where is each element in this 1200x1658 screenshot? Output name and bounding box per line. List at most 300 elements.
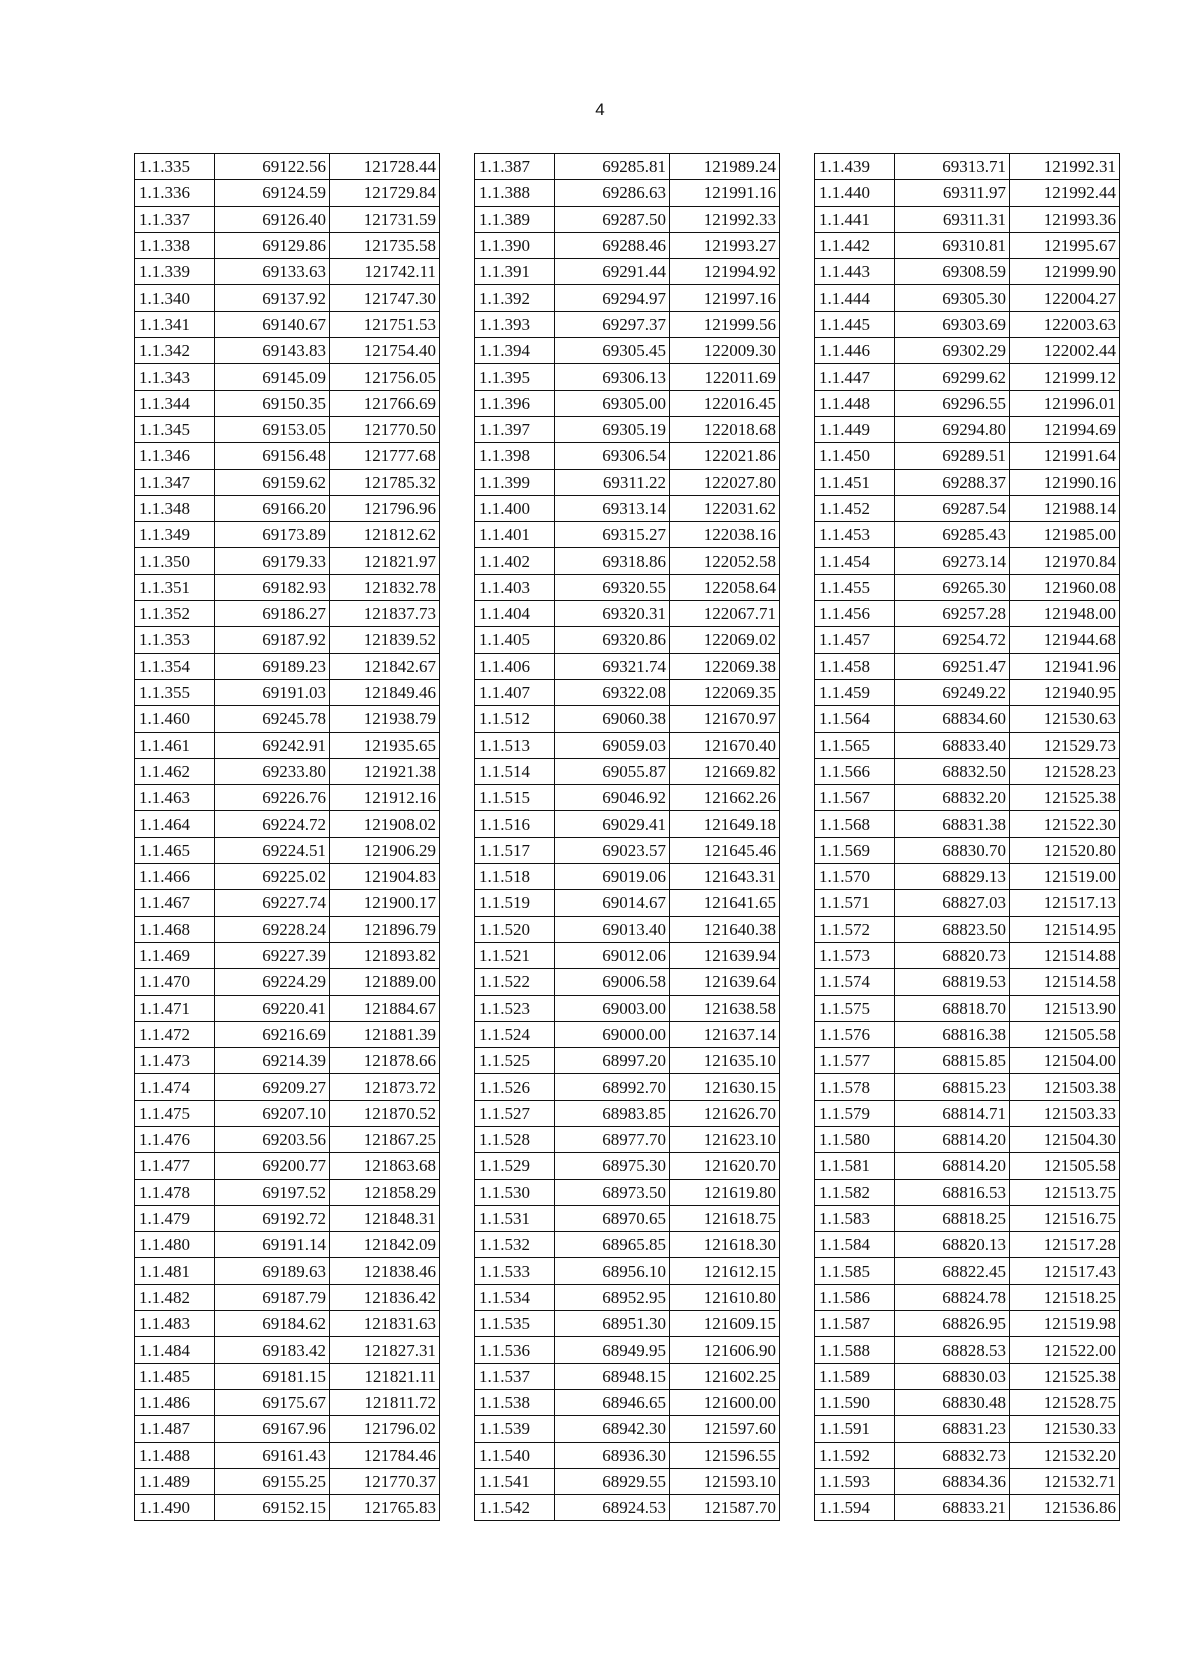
table-row [135,1048,440,1074]
y-coordinate-cell: 121821.11 [330,1363,440,1389]
table-row [815,416,1120,442]
y-coordinate-cell: 121944.68 [1010,627,1120,653]
y-coordinate-cell: 121992.31 [1010,154,1120,180]
point-id-cell: 1.1.564 [815,706,895,732]
table-row [135,601,440,627]
x-coordinate-cell: 68823.50 [895,916,1010,942]
table-row [815,469,1120,495]
y-coordinate-cell: 121991.64 [1010,443,1120,469]
table-row [135,180,440,206]
point-id-cell: 1.1.582 [815,1179,895,1205]
x-coordinate-cell: 69013.40 [555,916,670,942]
point-id-cell: 1.1.515 [475,785,555,811]
table-row [815,916,1120,942]
point-id-cell: 1.1.475 [135,1100,215,1126]
x-coordinate-cell: 68824.78 [895,1284,1010,1310]
y-coordinate-cell: 121519.98 [1010,1311,1120,1337]
y-coordinate-cell: 121747.30 [330,285,440,311]
x-coordinate-cell: 69322.08 [555,679,670,705]
table-row [475,1048,780,1074]
y-coordinate-cell: 121796.96 [330,495,440,521]
y-coordinate-cell: 121751.53 [330,311,440,337]
point-id-cell: 1.1.470 [135,969,215,995]
point-id-cell: 1.1.524 [475,1021,555,1047]
y-coordinate-cell: 121989.24 [670,154,780,180]
point-id-cell: 1.1.392 [475,285,555,311]
table-row [815,1048,1120,1074]
y-coordinate-cell: 121999.56 [670,311,780,337]
y-coordinate-cell: 122027.80 [670,469,780,495]
x-coordinate-cell: 68833.40 [895,732,1010,758]
point-id-cell: 1.1.465 [135,837,215,863]
y-coordinate-cell: 121618.75 [670,1205,780,1231]
point-id-cell: 1.1.460 [135,706,215,732]
x-coordinate-cell: 69249.22 [895,679,1010,705]
x-coordinate-cell: 68834.36 [895,1468,1010,1494]
coordinate-table-1 [134,153,440,1521]
x-coordinate-cell: 68949.95 [555,1337,670,1363]
y-coordinate-cell: 121618.30 [670,1232,780,1258]
x-coordinate-cell: 68818.70 [895,995,1010,1021]
table-row [475,469,780,495]
y-coordinate-cell: 121516.75 [1010,1205,1120,1231]
y-coordinate-cell: 121637.14 [670,1021,780,1047]
x-coordinate-cell: 69320.31 [555,601,670,627]
table-row [475,601,780,627]
table-row [475,206,780,232]
x-coordinate-cell: 69257.28 [895,601,1010,627]
point-id-cell: 1.1.487 [135,1416,215,1442]
point-id-cell: 1.1.568 [815,811,895,837]
table-row [135,1100,440,1126]
point-id-cell: 1.1.522 [475,969,555,995]
table-row [135,627,440,653]
table-row [815,995,1120,1021]
point-id-cell: 1.1.576 [815,1021,895,1047]
table-row [475,785,780,811]
coordinate-table-3 [814,153,1120,1521]
table-row [475,495,780,521]
table-row [475,338,780,364]
coordinate-table-2 [474,153,780,1521]
x-coordinate-cell: 69173.89 [215,522,330,548]
y-coordinate-cell: 121504.00 [1010,1048,1120,1074]
point-id-cell: 1.1.474 [135,1074,215,1100]
table-row [135,811,440,837]
y-coordinate-cell: 121517.13 [1010,890,1120,916]
point-id-cell: 1.1.484 [135,1337,215,1363]
x-coordinate-cell: 69055.87 [555,758,670,784]
x-coordinate-cell: 68983.85 [555,1100,670,1126]
table-row [135,1232,440,1258]
y-coordinate-cell: 121606.90 [670,1337,780,1363]
point-id-cell: 1.1.589 [815,1363,895,1389]
table-row [475,154,780,180]
table-row [815,1495,1120,1521]
table-row [475,1495,780,1521]
point-id-cell: 1.1.342 [135,338,215,364]
x-coordinate-cell: 69023.57 [555,837,670,863]
x-coordinate-cell: 68830.48 [895,1389,1010,1415]
y-coordinate-cell: 121839.52 [330,627,440,653]
y-coordinate-cell: 121514.95 [1010,916,1120,942]
table-row [475,285,780,311]
point-id-cell: 1.1.401 [475,522,555,548]
point-id-cell: 1.1.574 [815,969,895,995]
x-coordinate-cell: 68831.23 [895,1416,1010,1442]
point-id-cell: 1.1.518 [475,864,555,890]
table-row [135,548,440,574]
point-id-cell: 1.1.567 [815,785,895,811]
point-id-cell: 1.1.588 [815,1337,895,1363]
table-row [815,495,1120,521]
y-coordinate-cell: 121863.68 [330,1153,440,1179]
y-coordinate-cell: 121785.32 [330,469,440,495]
y-coordinate-cell: 121525.38 [1010,1363,1120,1389]
x-coordinate-cell: 68833.21 [895,1495,1010,1521]
table-row [475,969,780,995]
x-coordinate-cell: 69166.20 [215,495,330,521]
point-id-cell: 1.1.350 [135,548,215,574]
table-row [815,1284,1120,1310]
point-id-cell: 1.1.339 [135,259,215,285]
y-coordinate-cell: 121796.02 [330,1416,440,1442]
y-coordinate-cell: 121867.25 [330,1126,440,1152]
x-coordinate-cell: 69245.78 [215,706,330,732]
y-coordinate-cell: 121770.37 [330,1468,440,1494]
table-row [815,864,1120,890]
point-id-cell: 1.1.445 [815,311,895,337]
y-coordinate-cell: 121889.00 [330,969,440,995]
point-id-cell: 1.1.466 [135,864,215,890]
y-coordinate-cell: 121612.15 [670,1258,780,1284]
y-coordinate-cell: 122067.71 [670,601,780,627]
y-coordinate-cell: 122031.62 [670,495,780,521]
x-coordinate-cell: 69311.31 [895,206,1010,232]
x-coordinate-cell: 69019.06 [555,864,670,890]
table-row [135,1311,440,1337]
y-coordinate-cell: 122038.16 [670,522,780,548]
point-id-cell: 1.1.467 [135,890,215,916]
point-id-cell: 1.1.534 [475,1284,555,1310]
point-id-cell: 1.1.529 [475,1153,555,1179]
table-row [475,1442,780,1468]
x-coordinate-cell: 69288.37 [895,469,1010,495]
table-row [135,916,440,942]
point-id-cell: 1.1.479 [135,1205,215,1231]
table-row [815,232,1120,258]
table-row [815,1363,1120,1389]
x-coordinate-cell: 68831.38 [895,811,1010,837]
y-coordinate-cell: 121519.00 [1010,864,1120,890]
table-row [815,785,1120,811]
table-row [135,653,440,679]
point-id-cell: 1.1.536 [475,1337,555,1363]
x-coordinate-cell: 69000.00 [555,1021,670,1047]
y-coordinate-cell: 121513.90 [1010,995,1120,1021]
point-id-cell: 1.1.592 [815,1442,895,1468]
table-row [135,1126,440,1152]
x-coordinate-cell: 69150.35 [215,390,330,416]
point-id-cell: 1.1.394 [475,338,555,364]
point-id-cell: 1.1.590 [815,1389,895,1415]
point-id-cell: 1.1.482 [135,1284,215,1310]
point-id-cell: 1.1.473 [135,1048,215,1074]
table-row [815,601,1120,627]
x-coordinate-cell: 68826.95 [895,1311,1010,1337]
point-id-cell: 1.1.514 [475,758,555,784]
table-row [475,653,780,679]
y-coordinate-cell: 121640.38 [670,916,780,942]
point-id-cell: 1.1.341 [135,311,215,337]
point-id-cell: 1.1.352 [135,601,215,627]
y-coordinate-cell: 121766.69 [330,390,440,416]
x-coordinate-cell: 69285.43 [895,522,1010,548]
point-id-cell: 1.1.452 [815,495,895,521]
x-coordinate-cell: 69320.55 [555,574,670,600]
table-row [815,1258,1120,1284]
table-row [135,232,440,258]
y-coordinate-cell: 121610.80 [670,1284,780,1310]
x-coordinate-cell: 68832.50 [895,758,1010,784]
x-coordinate-cell: 69224.29 [215,969,330,995]
x-coordinate-cell: 68830.03 [895,1363,1010,1389]
x-coordinate-cell: 69156.48 [215,443,330,469]
y-coordinate-cell: 121821.97 [330,548,440,574]
point-id-cell: 1.1.476 [135,1126,215,1152]
x-coordinate-cell: 69187.79 [215,1284,330,1310]
table-row [815,1074,1120,1100]
x-coordinate-cell: 69181.15 [215,1363,330,1389]
table-row [475,679,780,705]
y-coordinate-cell: 122021.86 [670,443,780,469]
point-id-cell: 1.1.440 [815,180,895,206]
x-coordinate-cell: 69143.83 [215,338,330,364]
table-row [135,1153,440,1179]
point-id-cell: 1.1.388 [475,180,555,206]
point-id-cell: 1.1.395 [475,364,555,390]
table-row [135,732,440,758]
x-coordinate-cell: 68820.13 [895,1232,1010,1258]
x-coordinate-cell: 68975.30 [555,1153,670,1179]
point-id-cell: 1.1.531 [475,1205,555,1231]
y-coordinate-cell: 121906.29 [330,837,440,863]
table-row [135,1468,440,1494]
y-coordinate-cell: 121514.58 [1010,969,1120,995]
table-row [815,679,1120,705]
point-id-cell: 1.1.459 [815,679,895,705]
x-coordinate-cell: 68948.15 [555,1363,670,1389]
x-coordinate-cell: 68970.65 [555,1205,670,1231]
x-coordinate-cell: 69167.96 [215,1416,330,1442]
point-id-cell: 1.1.538 [475,1389,555,1415]
y-coordinate-cell: 121884.67 [330,995,440,1021]
table-row [135,890,440,916]
point-id-cell: 1.1.336 [135,180,215,206]
point-id-cell: 1.1.449 [815,416,895,442]
x-coordinate-cell: 69302.29 [895,338,1010,364]
point-id-cell: 1.1.521 [475,942,555,968]
point-id-cell: 1.1.453 [815,522,895,548]
x-coordinate-cell: 69305.30 [895,285,1010,311]
table-row [815,758,1120,784]
table-row [815,1468,1120,1494]
table-row [135,259,440,285]
table-row [475,390,780,416]
table-row [475,1389,780,1415]
y-coordinate-cell: 121938.79 [330,706,440,732]
y-coordinate-cell: 121643.31 [670,864,780,890]
point-id-cell: 1.1.530 [475,1179,555,1205]
point-id-cell: 1.1.581 [815,1153,895,1179]
table-row [815,837,1120,863]
y-coordinate-cell: 121988.14 [1010,495,1120,521]
y-coordinate-cell: 121626.70 [670,1100,780,1126]
x-coordinate-cell: 69308.59 [895,259,1010,285]
point-id-cell: 1.1.446 [815,338,895,364]
table-row [815,180,1120,206]
table-row [475,1468,780,1494]
x-coordinate-cell: 69197.52 [215,1179,330,1205]
x-coordinate-cell: 69226.76 [215,785,330,811]
x-coordinate-cell: 69175.67 [215,1389,330,1415]
table-row [135,206,440,232]
y-coordinate-cell: 121731.59 [330,206,440,232]
table-row [815,1205,1120,1231]
table-row [815,1021,1120,1047]
table-row [815,390,1120,416]
table-row [475,811,780,837]
x-coordinate-cell: 68819.53 [895,969,1010,995]
x-coordinate-cell: 69286.63 [555,180,670,206]
y-coordinate-cell: 121996.01 [1010,390,1120,416]
y-coordinate-cell: 122018.68 [670,416,780,442]
y-coordinate-cell: 121921.38 [330,758,440,784]
y-coordinate-cell: 122002.44 [1010,338,1120,364]
x-coordinate-cell: 68815.23 [895,1074,1010,1100]
y-coordinate-cell: 121935.65 [330,732,440,758]
table-row [475,574,780,600]
point-id-cell: 1.1.447 [815,364,895,390]
y-coordinate-cell: 121505.58 [1010,1153,1120,1179]
y-coordinate-cell: 121517.43 [1010,1258,1120,1284]
y-coordinate-cell: 121811.72 [330,1389,440,1415]
table-row [135,1258,440,1284]
point-id-cell: 1.1.512 [475,706,555,732]
point-id-cell: 1.1.461 [135,732,215,758]
x-coordinate-cell: 69287.54 [895,495,1010,521]
point-id-cell: 1.1.594 [815,1495,895,1521]
point-id-cell: 1.1.583 [815,1205,895,1231]
point-id-cell: 1.1.580 [815,1126,895,1152]
table-row [815,969,1120,995]
y-coordinate-cell: 121530.33 [1010,1416,1120,1442]
point-id-cell: 1.1.344 [135,390,215,416]
point-id-cell: 1.1.586 [815,1284,895,1310]
table-row [135,154,440,180]
y-coordinate-cell: 121836.42 [330,1284,440,1310]
y-coordinate-cell: 121837.73 [330,601,440,627]
table-row [815,206,1120,232]
x-coordinate-cell: 68820.73 [895,942,1010,968]
x-coordinate-cell: 69191.03 [215,679,330,705]
point-id-cell: 1.1.525 [475,1048,555,1074]
y-coordinate-cell: 121530.63 [1010,706,1120,732]
point-id-cell: 1.1.458 [815,653,895,679]
point-id-cell: 1.1.578 [815,1074,895,1100]
y-coordinate-cell: 121518.25 [1010,1284,1120,1310]
point-id-cell: 1.1.535 [475,1311,555,1337]
point-id-cell: 1.1.340 [135,285,215,311]
y-coordinate-cell: 122016.45 [670,390,780,416]
y-coordinate-cell: 121994.92 [670,259,780,285]
x-coordinate-cell: 69203.56 [215,1126,330,1152]
point-id-cell: 1.1.528 [475,1126,555,1152]
table-row [815,890,1120,916]
x-coordinate-cell: 68828.53 [895,1337,1010,1363]
table-row [135,285,440,311]
y-coordinate-cell: 121532.20 [1010,1442,1120,1468]
table-row [815,574,1120,600]
table-row [135,758,440,784]
table-row [135,942,440,968]
x-coordinate-cell: 69200.77 [215,1153,330,1179]
table-row [815,1126,1120,1152]
point-id-cell: 1.1.573 [815,942,895,968]
point-id-cell: 1.1.489 [135,1468,215,1494]
x-coordinate-cell: 69242.91 [215,732,330,758]
table-row [135,522,440,548]
y-coordinate-cell: 121728.44 [330,154,440,180]
table-row [815,706,1120,732]
y-coordinate-cell: 121904.83 [330,864,440,890]
table-row [135,1416,440,1442]
table-row [475,522,780,548]
y-coordinate-cell: 121999.12 [1010,364,1120,390]
y-coordinate-cell: 121630.15 [670,1074,780,1100]
x-coordinate-cell: 69305.19 [555,416,670,442]
x-coordinate-cell: 68816.53 [895,1179,1010,1205]
y-coordinate-cell: 121754.40 [330,338,440,364]
table-row [815,653,1120,679]
x-coordinate-cell: 68977.70 [555,1126,670,1152]
point-id-cell: 1.1.519 [475,890,555,916]
y-coordinate-cell: 121520.80 [1010,837,1120,863]
table-row [475,732,780,758]
x-coordinate-cell: 69273.14 [895,548,1010,574]
x-coordinate-cell: 69209.27 [215,1074,330,1100]
y-coordinate-cell: 121602.25 [670,1363,780,1389]
point-id-cell: 1.1.398 [475,443,555,469]
point-id-cell: 1.1.477 [135,1153,215,1179]
table-row [815,548,1120,574]
table-row [475,1311,780,1337]
x-coordinate-cell: 68997.20 [555,1048,670,1074]
x-coordinate-cell: 68827.03 [895,890,1010,916]
table-row [815,1232,1120,1258]
x-coordinate-cell: 69133.63 [215,259,330,285]
y-coordinate-cell: 122069.02 [670,627,780,653]
x-coordinate-cell: 69225.02 [215,864,330,890]
x-coordinate-cell: 69191.14 [215,1232,330,1258]
point-id-cell: 1.1.541 [475,1468,555,1494]
point-id-cell: 1.1.571 [815,890,895,916]
point-id-cell: 1.1.349 [135,522,215,548]
y-coordinate-cell: 121993.36 [1010,206,1120,232]
x-coordinate-cell: 69003.00 [555,995,670,1021]
y-coordinate-cell: 121878.66 [330,1048,440,1074]
y-coordinate-cell: 121522.00 [1010,1337,1120,1363]
